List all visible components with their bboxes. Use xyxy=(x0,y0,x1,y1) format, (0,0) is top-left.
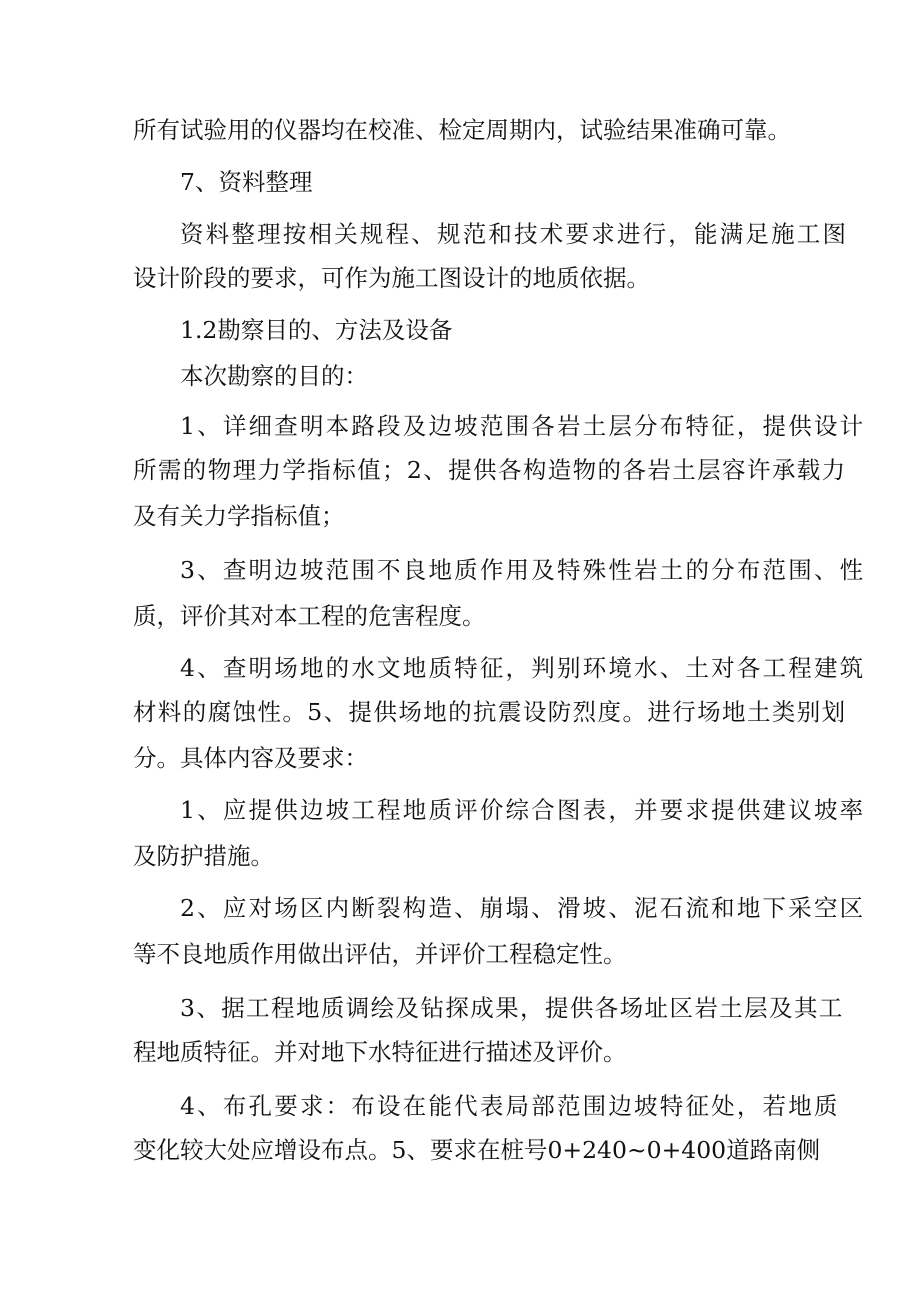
paragraph-data-organization-line-2: 设计阶段的要求，可作为施工图设计的地质依据。 xyxy=(133,264,650,292)
list-item-4-line-1: 4、查明场地的水文地质特征，判别环境水、土对各工程建筑 xyxy=(180,654,866,682)
section-heading-survey-purpose: 1.2勘察目的、方法及设备 xyxy=(180,316,453,344)
requirement-4-line-1: 4、布孔要求：布设在能代表局部范围边坡特征处，若地质 xyxy=(180,1092,840,1120)
text-line-continuation-instruments: 所有试验用的仪器均在校准、检定周期内，试验结果准确可靠。 xyxy=(133,116,791,144)
requirement-4-line-2: 变化较大处应增设布点。5、要求在桩号0+240~0+400道路南侧 xyxy=(133,1136,821,1164)
paragraph-survey-purpose-intro: 本次勘察的目的： xyxy=(180,362,368,390)
requirement-3-line-1: 3、据工程地质调绘及钻探成果，提供各场址区岩土层及其工 xyxy=(180,994,844,1022)
section-heading-data-organization: 7、资料整理 xyxy=(180,168,313,196)
list-item-3-line-2: 质，评价其对本工程的危害程度。 xyxy=(133,602,486,630)
paragraph-data-organization-line-1: 资料整理按相关规程、规范和技术要求进行，能满足施工图 xyxy=(180,220,849,248)
list-item-2-line-end: 及有关力学指标值； xyxy=(133,502,345,530)
list-item-3-line-1: 3、查明边坡范围不良地质作用及特殊性岩土的分布范围、性 xyxy=(180,556,866,584)
list-item-1-line-2: 所需的物理力学指标值；2、提供各构造物的各岩土层容许承载力 xyxy=(133,456,847,484)
requirement-1-line-1: 1、应提供边坡工程地质评价综合图表，并要求提供建议坡率 xyxy=(180,796,866,824)
requirement-1-line-2: 及防护措施。 xyxy=(133,842,274,870)
requirement-2-line-2: 等不良地质作用做出评估，并评价工程稳定性。 xyxy=(133,940,627,968)
list-item-4-line-2: 材料的腐蚀性。5、提供场地的抗震设防烈度。进行场地土类别划 xyxy=(133,698,847,726)
requirement-3-line-2: 程地质特征。并对地下水特征进行描述及评价。 xyxy=(133,1038,627,1066)
requirement-2-line-1: 2、应对场区内断裂构造、崩塌、滑坡、泥石流和地下采空区 xyxy=(180,894,866,922)
specific-requirements-intro: 分。具体内容及要求： xyxy=(133,744,368,772)
list-item-1-line-1: 1、详细查明本路段及边坡范围各岩土层分布特征，提供设计 xyxy=(180,412,866,440)
